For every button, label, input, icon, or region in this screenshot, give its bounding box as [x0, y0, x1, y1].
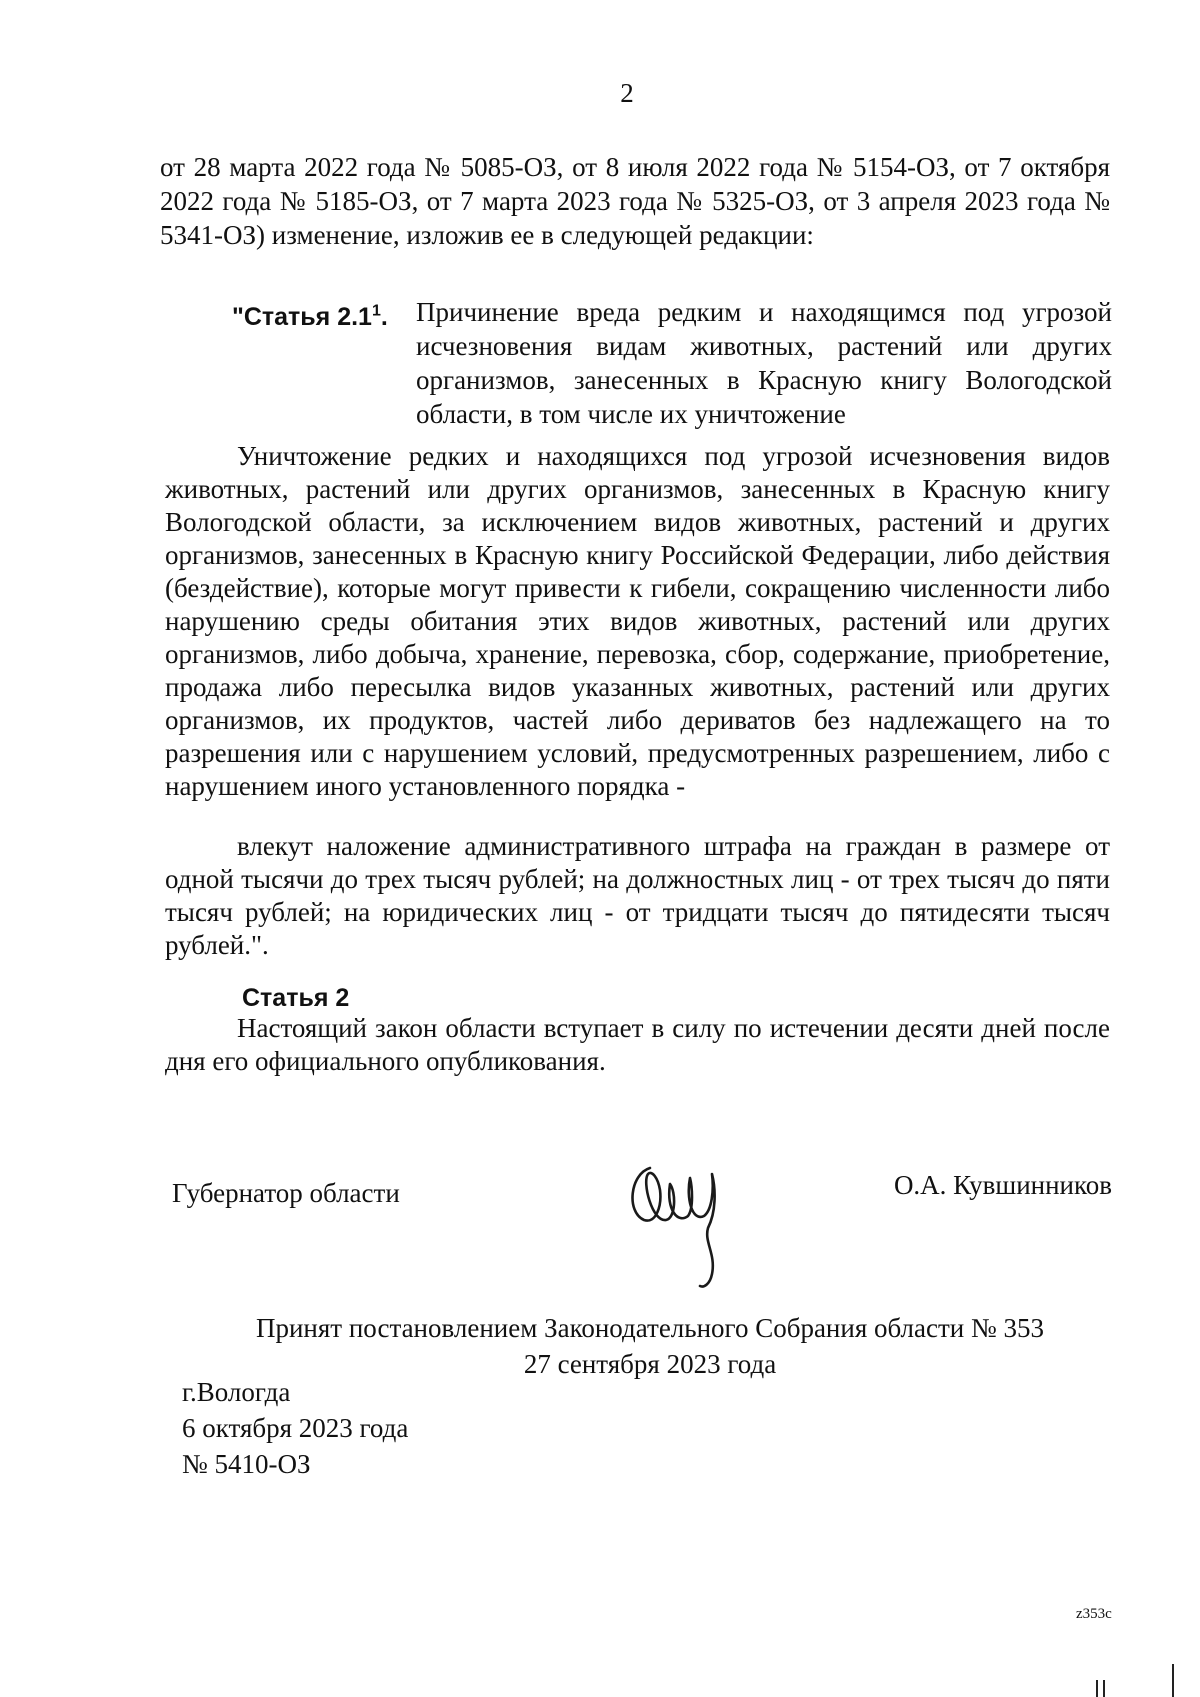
document-code: z353c: [1076, 1606, 1112, 1622]
adoption-statement: [0, 1310, 1200, 1382]
handwritten-signature: [612, 1150, 742, 1290]
law-date: 6 октября 2023 года: [182, 1413, 409, 1443]
adoption-line-1: Принят постановлением Законодательного Собрания области № 353: [255, 1313, 1045, 1343]
scan-mark: [1096, 1680, 1098, 1697]
article-2-1-number: [232, 303, 388, 331]
article-2-1-title: Причинение вреда редким и находящимся под угрозой исчезновения видам животных, растений или других организмов, занесенных в Красную книгу Вологодской области, в том числе их уничтожение: [416, 297, 1112, 429]
article-2-text: Настоящий закон области вступает в силу по истечении десяти дней после дня его официального опубликования.: [165, 1013, 1110, 1076]
article-2-title: Статья 2: [242, 984, 350, 1012]
quote-prefix: ": [232, 303, 244, 332]
article-2-1-disposition: Уничтожение редких и находящихся под угрозой исчезновения видов животных, растений или других организмов, занесенных в Красную книгу Вологодской области, за исключением видов животных, растений и других организмов, занесенных в Красную книгу Российской Федерации, либо действия (бездействие), которые могут привести к гибели, сокращению численности либо нарушению среды обитания этих видов животных, растений или других организмов, либо добыча, хранение, перевозка, сбор, содержание, приобретение, продажа либо пересылка видов указанных животных, растений или других организмов, их продуктов, частей либо дериватов без надлежащего на то разрешения или с нарушением условий, предусмотренных разрешением, либо с нарушением иного установленного порядка -: [165, 441, 1110, 801]
adoption-line-2: 27 сентября 2023 года: [523, 1349, 777, 1379]
article-number-suffix: .: [380, 303, 388, 332]
signer-name: О.А. Кувшинников: [893, 1170, 1112, 1200]
article-2-1-sanction: влекут наложение административного штрафа на граждан в размере от одной тысячи до трех тысяч рублей; на должностных лиц - от трех тысяч до пяти тысяч рублей; на юридических лиц - от тридцати тысяч до пятидесяти тысяч рублей.".: [165, 831, 1110, 960]
signer-role: Губернатор области: [172, 1178, 400, 1208]
place-and-date: [182, 1374, 408, 1482]
scan-mark: [1103, 1680, 1105, 1697]
page-number: 2: [620, 78, 634, 108]
article-2-1-heading: [232, 295, 1112, 429]
city: г.Вологда: [182, 1377, 291, 1407]
signature-block: [172, 1150, 1112, 1290]
scan-mark: [1172, 1664, 1174, 1697]
intro-paragraph: от 28 марта 2022 года № 5085-ОЗ, от 8 июля 2022 года № 5154-ОЗ, от 7 октября 2022 года № 5185-ОЗ, от 7 марта 2023 года № 5325-ОЗ, от 3 апреля 2023 года № 5341-ОЗ) изменение, изложив ее в следующей редакции:: [160, 152, 1110, 250]
law-number: № 5410-ОЗ: [182, 1449, 311, 1479]
article-number-label: Статья 2.1: [243, 303, 372, 332]
article-number-superscript: 1: [371, 303, 381, 320]
